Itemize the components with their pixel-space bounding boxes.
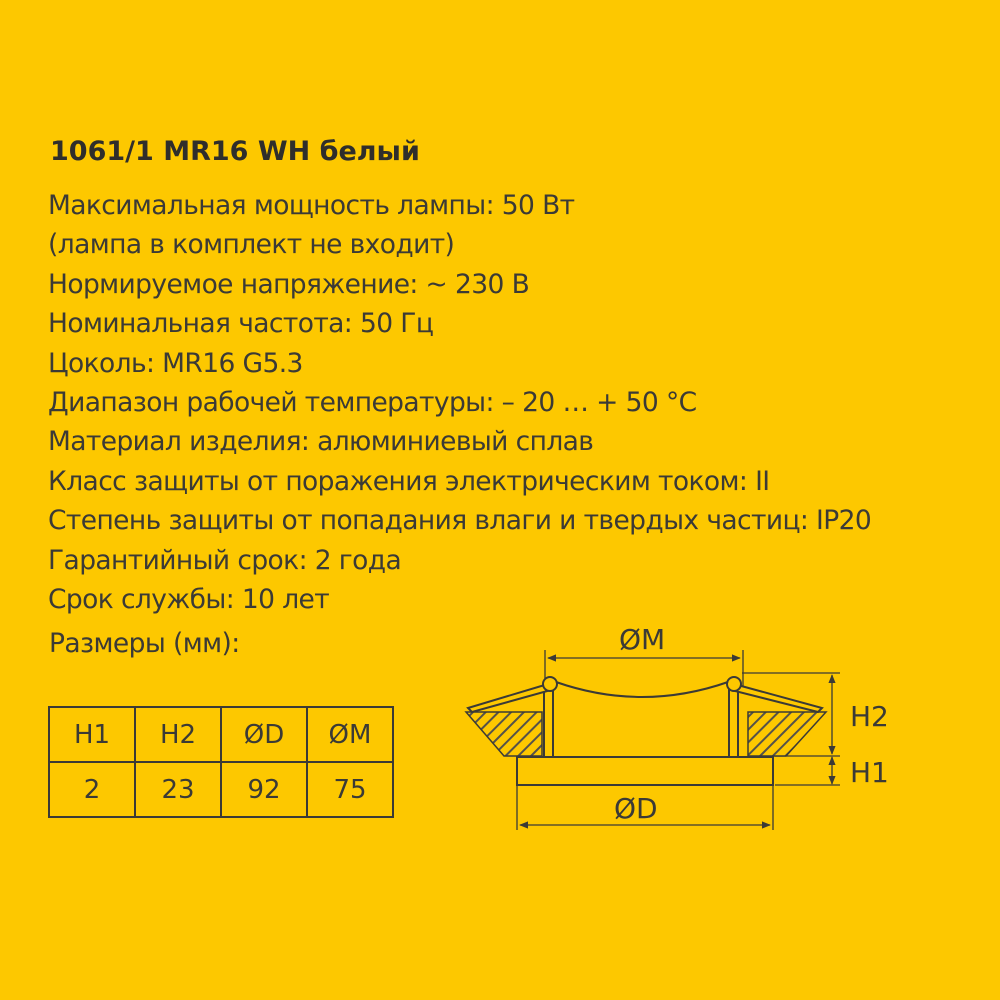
spec-lamp-note: (лампа в комплект не входит): [48, 229, 455, 261]
table-header-cell: H1: [49, 707, 135, 762]
table-cell: 92: [221, 762, 307, 817]
table-cell: 23: [135, 762, 221, 817]
spec-voltage: Нормируемое напряжение: ~ 230 В: [48, 268, 530, 300]
retaining-ring: [556, 682, 728, 697]
spec-max-power: Максимальная мощность лампы: 50 Вт: [48, 190, 575, 221]
product-title: 1061/1 MR16 WH белый: [50, 136, 420, 167]
spec-socket: Цоколь: MR16 G5.3: [48, 347, 303, 379]
table-header-row: [49, 707, 393, 762]
label-m: ØM: [619, 623, 666, 656]
table-header-cell: ØD: [221, 707, 307, 762]
fixture-wall-left: [544, 684, 553, 757]
dimension-diagram: [440, 600, 920, 850]
spec-material: Материал изделия: алюминиевый сплав: [48, 426, 594, 458]
table-header-cell: ØM: [307, 707, 393, 762]
fixture-flange: [517, 757, 773, 785]
label-h1: H1: [850, 756, 889, 789]
fixture-wall-right: [729, 684, 738, 757]
dimensions-table: [48, 706, 394, 818]
table-cell: 75: [307, 762, 393, 817]
table-row: [49, 762, 393, 817]
label-d: ØD: [614, 792, 658, 825]
spring-clip-left: [468, 684, 551, 712]
clip-pivot-right: [727, 677, 741, 691]
spec-lifetime: Срок службы: 10 лет: [48, 584, 330, 616]
label-h2: H2: [850, 700, 889, 733]
spec-temperature: Диапазон рабочей температуры: – 20 … + 50 °С: [48, 387, 697, 419]
spec-protection-class: Класс защиты от поражения электрическим током: II: [48, 465, 770, 497]
table-cell: 2: [49, 762, 135, 817]
spring-clip-right: [731, 684, 822, 712]
spec-frequency: Номинальная частота: 50 Гц: [48, 308, 434, 340]
spec-list: [48, 186, 871, 619]
clip-pivot-left: [543, 677, 557, 691]
ceiling-right-section: [748, 712, 826, 756]
spec-ip-rating: Степень защиты от попадания влаги и твердых частиц: IP20: [48, 505, 872, 537]
ceiling-left-section: [466, 712, 542, 756]
spec-warranty: Гарантийный срок: 2 года: [48, 544, 402, 576]
sizes-label: Размеры (мм):: [49, 628, 240, 659]
table-header-cell: H2: [135, 707, 221, 762]
